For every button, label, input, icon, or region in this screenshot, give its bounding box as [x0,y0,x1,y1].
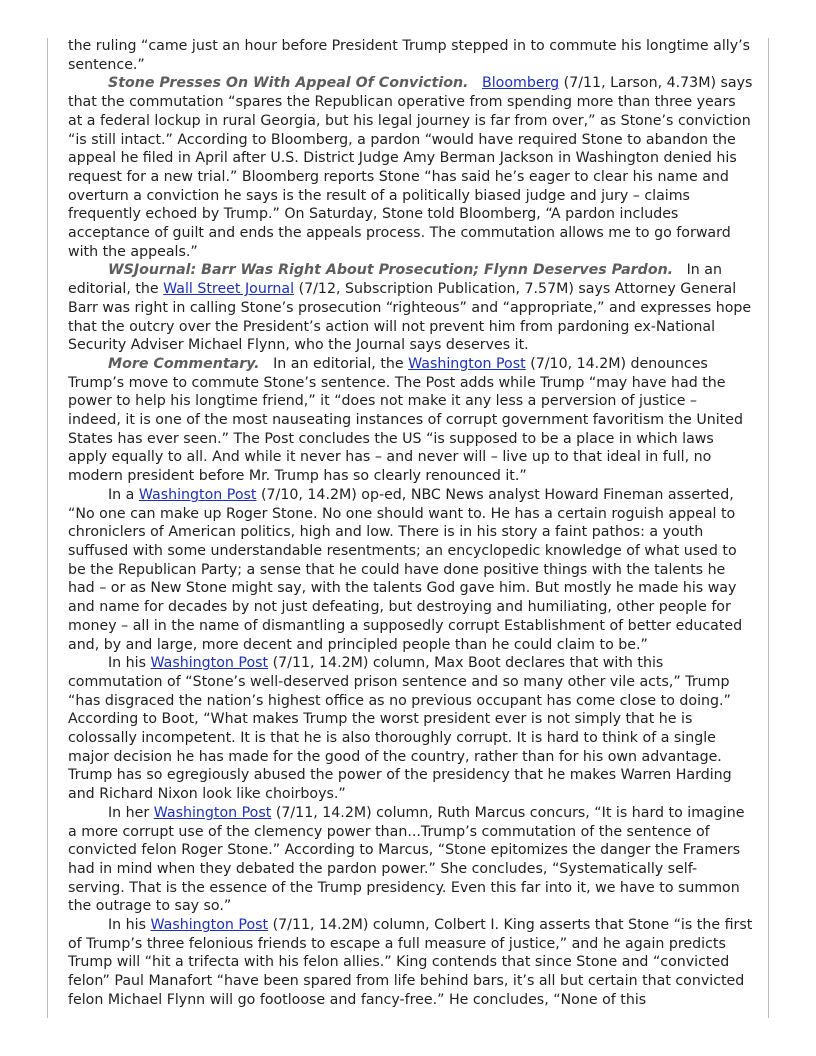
section-heading-wsj: WSJournal: Barr Was Right About Prosecution; Flynn Deserves Pardon. [108,262,674,279]
paragraph-boot [68,654,753,804]
paragraph-lead: In an editorial, the [68,262,722,298]
washington-post-marcus-link[interactable]: Washington Post [153,804,272,821]
paragraph-lead: In an editorial, the [273,355,409,372]
washington-post-fineman-link[interactable]: Washington Post [138,486,257,503]
bloomberg-link[interactable]: Bloomberg [481,75,560,92]
paragraph-text: (7/11, 14.2M) column, Max Boot declares that with this commutation of “Stone’s well-deserved prison sentence and so many other vile acts,” Trump “has disgraced the nation’s highest office as no previous occupant has come close to doing.” According to Boot, “What makes Trump the worst president ever is not simply that he is colossally incompetent. It is that he is also thoroughly corrupt. It is hard to think of a single major decision he has made for the good of the country, rather than for his own advantage. Trump has so egregiously abused the power of the presidency that he makes Warren Harding and Richard Nixon look like choirboys.” [68,655,732,803]
paragraph-wsj [68,261,753,355]
left-margin-rule [47,38,48,1018]
paragraph-text: (7/10, 14.2M) denounces Trump’s move to commute Stone’s sentence. The Post adds while Trump “may have had the power to help his longtime friend,” it “does not make it any less a perversion of justice – indeed, it is one of the most nauseating instances of corrupt government favoritism the United States has ever seen.” The Post concludes the US “is supposed to be a place in which laws apply equally to all. And while it never has – and never will – live up to that ideal in full, no modern president before Mr. Trump has so clearly renounced it.” [68,355,743,485]
paragraph-text: the ruling “came just an hour before President Trump stepped in to commute his longtime ally’s sentence.” [68,38,751,73]
paragraph-lead: In his [108,655,151,672]
paragraph-text: (7/10, 14.2M) op-ed, NBC News analyst Howard Fineman asserted, “No one can make up Roger Stone. No one should want to. He has a certain roguish appeal to chroniclers of American politics, high and low. There is in his story a faint pathos: a youth suffused with some understandable resentments; an encyclopedic knowledge of what used to be the Republican Party; a sense that he could have done positive things with the talents he had – or as New Stone might say, with the talents God gave him. But mostly he made his way and name for decades by not just defeating, but destroying and humiliating, other people for money – all in the name of dismantling a supposedly corrupt Establishment of better educated and, by and large, more decent and principled people than he could claim to be.” [68,486,743,653]
section-heading-commentary: More Commentary. [108,355,260,372]
paragraph-ruling-continuation [68,37,753,74]
washington-post-editorial-link[interactable]: Washington Post [408,355,526,372]
paragraph-more-commentary [68,355,753,486]
section-heading-appeal: Stone Presses On With Appeal Of Conviction. [108,75,469,92]
paragraph-king [68,916,753,1010]
document-body [68,37,753,1010]
paragraph-text: (7/11, Larson, 4.73M) says that the commutation “spares the Republican operative from spending more than three years at a federal lockup in rural Georgia, but his legal journey is far from over,” as Stone’s conviction “is still intact.” According to Bloomberg, a pardon “would have required Stone to abandon the appeal he filed in April after U.S. District Judge Amy Berman Jackson in Washington denied his request for a new trial.” Bloomberg reports Stone “has said he’s eager to clear his name and overturn a conviction he says is the result of a politically biased judge and jury – claims frequently echoed by Trump.” On Saturday, Stone told Bloomberg, “A pardon includes acceptance of guilt and ends the appeals process. The commutation allows me to go forward with the appeals.” [68,75,753,260]
paragraph-marcus [68,804,753,916]
wall-street-journal-link[interactable]: Wall Street Journal [163,281,295,298]
paragraph-lead: In a [108,486,139,503]
right-margin-rule [768,38,769,1018]
paragraph-text: (7/11, 14.2M) column, Ruth Marcus concurs, “It is hard to imagine a more corrupt use of the clemency power than...Trump’s commutation of the sentence of convicted felon Roger Stone.” According to Marcus, “Stone epitomizes the danger the Framers had in mind when they debated the pardon power.” She concludes, “Systematically self-serving. That is the essence of the Trump presidency. Even this far into it, we have to summon the outrage to say so.” [68,804,745,915]
washington-post-king-link[interactable]: Washington Post [150,917,269,934]
paragraph-text: (7/12, Subscription Publication, 7.57M) says Attorney General Barr was right in calling Stone’s prosecution “righteous” and “appropriate,” and expresses hope that the outcry over the President’s action will not prevent him from pardoning ex-National Security Adviser Michael Flynn, who the Journal says deserves it. [68,281,752,354]
paragraph-lead: In her [108,804,154,821]
paragraph-lead: In his [108,917,151,934]
paragraph-appeal [68,74,753,261]
paragraph-text: (7/11, 14.2M) column, Colbert I. King asserts that Stone “is the first of Trump’s three felonious friends to escape a full measure of justice,” and he again predicts Trump will “hit a trifecta with his felon allies.” King contends that since Stone and “convicted felon” Paul Manafort “have been spared from life behind bars, it’s all but certain that convicted felon Michael Flynn will go footloose and fancy-free.” He concludes, “None of this [68,917,753,1008]
washington-post-boot-link[interactable]: Washington Post [150,655,269,672]
paragraph-fineman [68,486,753,654]
